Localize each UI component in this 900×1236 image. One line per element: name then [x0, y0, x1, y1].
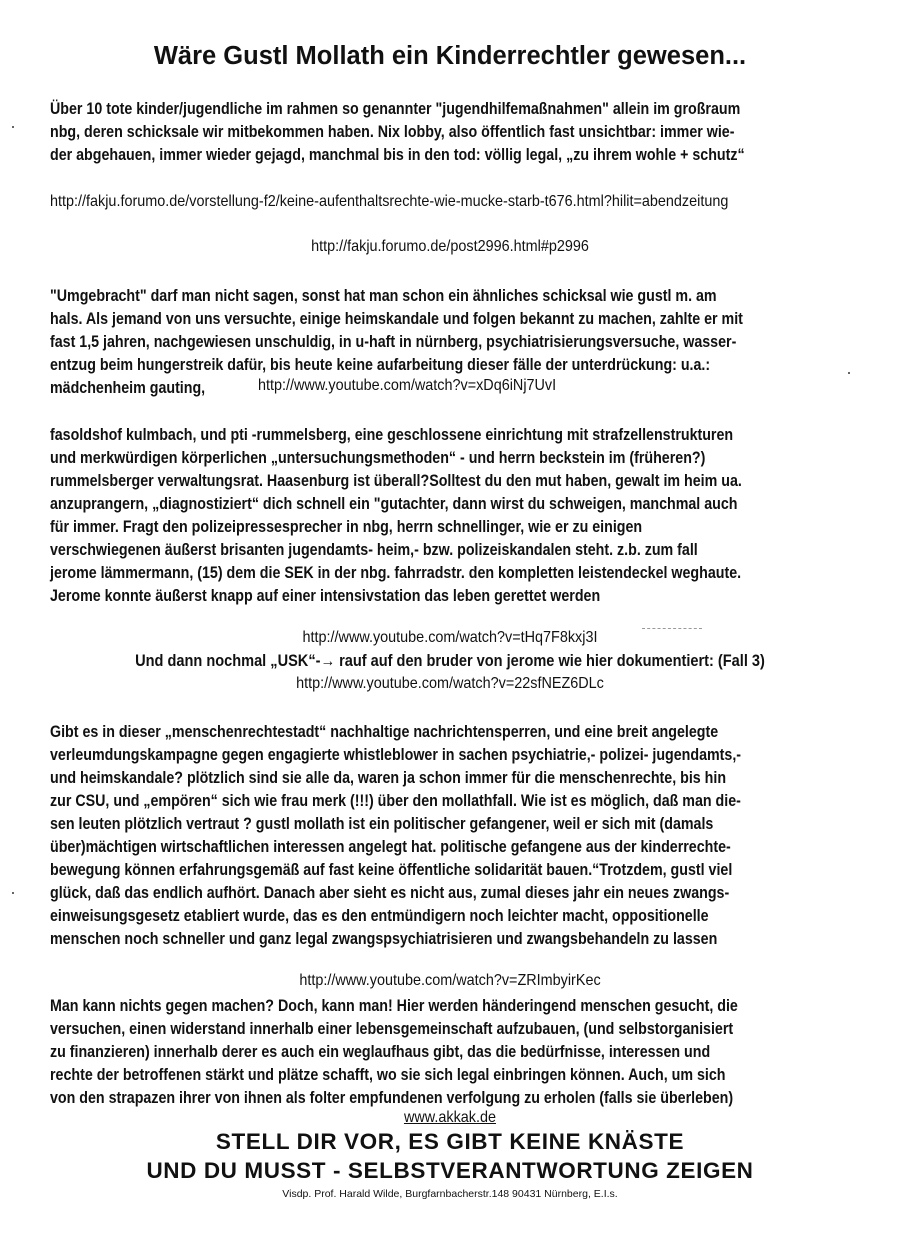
paragraph-3-line: anzuprangern, „diagnostiziert“ dich schnell ein "gutachter, dann wirst du schweigen, manchmal auch	[50, 495, 738, 513]
paragraph-5-line: von den strapazen ihrer von ihnen als folter empfundenen verfolgung zu erholen (falls sie überleben)	[50, 1089, 734, 1107]
paragraph-4-line: einweisungsgesetz etabliert wurde, das es den entmündigern noch leichter macht, oppositionelle	[50, 907, 709, 925]
paragraph-4-line: über)mächtigen wirtschaftlichen interessen angelegt hat. politische gefangene aus der kinderrechte-	[50, 838, 731, 856]
paragraph-3-line: Jerome konnte äußerst knapp auf einer intensivstation das leben gerettet werden	[50, 587, 601, 605]
paragraph-5-line: Man kann nichts gegen machen? Doch, kann man! Hier werden händeringend menschen gesucht, die	[50, 997, 738, 1015]
forum-link-1[interactable]: http://fakju.forumo.de/vorstellung-f2/keine-aufenthaltsrechte-wie-mucke-starb-t676.html?hilit=abendzeitung	[50, 193, 729, 210]
paragraph-2-line: "Umgebracht" darf man nicht sagen, sonst hat man schon ein ähnliches schicksal wie gustl m. am	[50, 287, 717, 305]
paragraph-2-line: entzug beim hungerstreik dafür, bis heute keine aufarbeitung dieser fälle der unterdrückung: u.a.:	[50, 356, 711, 374]
paragraph-3-line: verschwiegenen äußerst brisanten jugendamts- heim,- bzw. polizeiskandalen steht. z.b. zum fall	[50, 541, 698, 559]
paragraph-5-line: zu finanzieren) innerhalb derer es auch ein weglaufhaus gibt, das die bedürfnisse, interessen und	[50, 1043, 711, 1061]
paragraph-4-line: Gibt es in dieser „menschenrechtestadt“ nachhaltige nachrichtensperren, und eine breit angelegte	[50, 723, 719, 741]
paragraph-2-line: mädchenheim gauting,	[50, 379, 206, 397]
paragraph-2-line: hals. Als jemand von uns versuchte, einige heimskandale und folgen bekannt zu machen, zahlte er mit	[50, 310, 743, 328]
website-link[interactable]: www.akkak.de	[403, 1109, 497, 1126]
paragraph-4-line: menschen noch schneller und ganz legal zwangspsychiatrisieren und zwangsbehandeln zu lassen	[50, 930, 718, 948]
flyer-title: Wäre Gustl Mollath ein Kinderrechtler gewesen...	[153, 42, 747, 70]
scan-speck	[12, 126, 14, 128]
paragraph-3-line: fasoldshof kulmbach, und pti -rummelsberg, eine geschlossene einrichtung mit strafzellenstrukturen	[50, 426, 734, 444]
scan-speck	[642, 628, 702, 629]
youtube-link-1[interactable]: http://www.youtube.com/watch?v=xDq6iNj7UvI	[258, 377, 557, 394]
youtube-link-2[interactable]: http://www.youtube.com/watch?v=tHq7F8kxj3I	[302, 629, 598, 646]
paragraph-4-line: sen leuten plötzlich vertraut ? gustl mollath ist ein politischer gefangener, weil er sich mit (damals	[50, 815, 714, 833]
slogan-line-2: UND DU MUSST - SELBSTVERANTWORTUNG ZEIGEN	[146, 1158, 754, 1183]
usk-line: Und dann nochmal „USK“-→ rauf auf den bruder von jerome wie hier dokumentiert: (Fall 3)	[135, 652, 765, 670]
paragraph-1-line: Über 10 tote kinder/jugendliche im rahmen so genannter "jugendhilfemaßnahmen" allein im großraum	[50, 100, 741, 118]
paragraph-4-line: und heimskandale? plötzlich sind sie alle da, waren ja schon immer für die menschenrechte, bis hin	[50, 769, 727, 787]
paragraph-3-line: für immer. Fragt den polizeipressesprecher in nbg, herrn schnellinger, wie er zu einigen	[50, 518, 643, 536]
paragraph-4-line: verleumdungskampagne gegen engagierte whistleblower in sachen psychiatrie,- polizei- jugendamts,-	[50, 746, 742, 764]
forum-link-2[interactable]: http://fakju.forumo.de/post2996.html#p2996	[311, 238, 589, 255]
youtube-link-3[interactable]: http://www.youtube.com/watch?v=22sfNEZ6DLc	[296, 675, 604, 692]
paragraph-4-line: bewegung können erfahrungsgemäß auf fast keine öffentliche solidarität bauen.“Trotzdem, gustl viel	[50, 861, 733, 879]
paragraph-3-line: und merkwürdigen körperlichen „untersuchungsmethoden“ - und herrn beckstein im (früheren?)	[50, 449, 706, 467]
paragraph-4-line: glück, daß das endlich aufhört. Danach aber sieht es nicht aus, zumal dieses jahr ein neues zwangs-	[50, 884, 730, 902]
scan-speck	[848, 372, 850, 374]
paragraph-2-line: fast 1,5 jahren, nachgewiesen unschuldig, in u-haft in nürnberg, psychiatrisierungsversuche, wasser-	[50, 333, 737, 351]
scan-speck	[12, 892, 14, 894]
imprint: Visdp. Prof. Harald Wilde, Burgfarnbacherstr.148 90431 Nürnberg, E.I.s.	[282, 1188, 618, 1200]
paragraph-5-line: rechte der betroffenen stärkt und plätze schafft, wo sie sich legal einbringen können. Auch, um sich	[50, 1066, 726, 1084]
slogan-line-1: STELL DIR VOR, ES GIBT KEINE KNÄSTE	[215, 1129, 685, 1154]
paragraph-4-line: zur CSU, und „empören“ sich wie frau merk (!!!) über den mollathfall. Wie ist es möglich, daß man die-	[50, 792, 741, 810]
paragraph-1-line: der abgehauen, immer wieder gejagd, manchmal bis in den tod: völlig legal, „zu ihrem wohle + schutz“	[50, 146, 745, 164]
paragraph-3-line: rummelsberger verwaltungsrat. Haasenburg ist überall?Solltest du den mut haben, gewalt im heim ua.	[50, 472, 742, 490]
paragraph-5-line: versuchen, einen widerstand innerhalb einer lebensgemeinschaft aufzubauen, (und selbstorganisiert	[50, 1020, 734, 1038]
paragraph-3-line: jerome lämmermann, (15) dem die SEK in der nbg. fahrradstr. den kompletten leistendeckel weghaute.	[50, 564, 742, 582]
paragraph-1-line: nbg, deren schicksale wir mitbekommen haben. Nix lobby, also öffentlich fast unsichtbar: immer wie-	[50, 123, 735, 141]
youtube-link-4[interactable]: http://www.youtube.com/watch?v=ZRImbyirKec	[299, 972, 601, 989]
